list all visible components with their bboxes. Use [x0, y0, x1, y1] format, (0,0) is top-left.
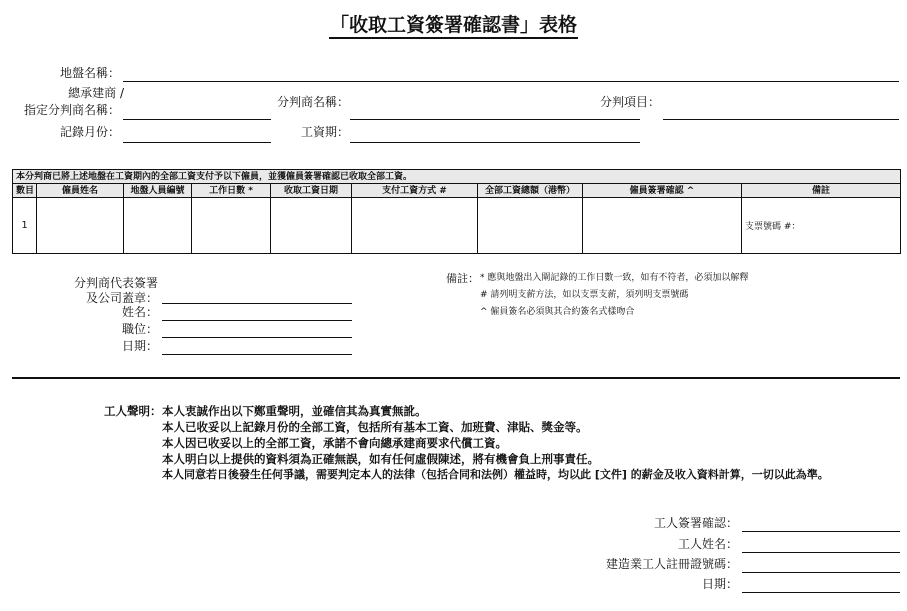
cell-payment-method[interactable]	[352, 198, 478, 254]
main-contractor-field[interactable]	[123, 119, 271, 120]
subcontractor-label: 分判商名稱：	[277, 95, 350, 109]
sub-rep-name-field[interactable]	[162, 320, 352, 321]
col-header-receive-date: 收取工資日期	[271, 184, 352, 198]
declaration-label: 工人聲明：	[104, 404, 162, 418]
sub-rep-date-label: 日期：	[121, 339, 158, 353]
declaration-line-4: 本人明白以上提供的資料須為正確無誤，如有任何虛假陳述，將有機會負上刑事責任。	[162, 452, 599, 466]
sub-rep-sign-label-1: 分判商代表簽署	[73, 276, 158, 290]
col-header-payment-method: 支付工資方式 #	[352, 184, 478, 198]
note-item-3: ^ 僱員簽名必須與其合約簽名式樣吻合	[480, 307, 635, 317]
work-item-label: 分判項目：	[600, 95, 661, 109]
worker-reg-field[interactable]	[742, 572, 900, 573]
worker-sign-label: 工人簽署確認：	[653, 516, 738, 530]
declaration-line-1: 本人衷誠作出以下鄭重聲明，並確信其為真實無訛。	[162, 404, 427, 418]
col-header-remark: 備註	[742, 184, 901, 198]
note-item-2: # 請列明支薪方法，如以支票支薪，須列明支票號碼	[480, 290, 689, 300]
cell-site-id[interactable]	[124, 198, 192, 254]
section-divider	[12, 377, 900, 379]
col-header-total-wage: 全部工資總額（港幣）	[478, 184, 583, 198]
worker-name-field[interactable]	[742, 552, 900, 553]
notes-label: 備註：	[446, 272, 479, 285]
cell-total-wage[interactable]	[478, 198, 583, 254]
work-item-field[interactable]	[663, 119, 899, 120]
table-notice: 本分判商已將上述地盤在工資期內的全部工資支付予以下僱員，並獲僱員簽署確認已收取全部工資。	[13, 170, 901, 184]
declaration-line-2: 本人已收妥以上記錄月份的全部工資，包括所有基本工資、加班費、津貼、獎金等。	[162, 420, 588, 434]
table-header-row	[13, 184, 901, 198]
col-header-number: 數目	[13, 184, 37, 198]
record-month-field[interactable]	[123, 142, 271, 143]
subcontractor-field[interactable]	[350, 119, 640, 120]
row-number: 1	[13, 198, 37, 254]
site-name-label: 地盤名稱：	[59, 66, 120, 80]
col-header-site-id: 地盤人員編號	[124, 184, 192, 198]
cell-work-days[interactable]	[192, 198, 271, 254]
record-month-label: 記錄月份：	[59, 125, 120, 139]
worker-name-label: 工人姓名：	[677, 537, 738, 551]
wage-table	[12, 169, 901, 254]
cell-employee-name[interactable]	[37, 198, 124, 254]
sub-rep-position-field[interactable]	[162, 337, 352, 338]
sub-rep-name-label: 姓名：	[121, 305, 158, 319]
declaration-line-3: 本人因已收妥以上的全部工資，承諾不會向總承建商要求代償工資。	[162, 436, 507, 450]
main-contractor-label-2: 指定分判商名稱：	[23, 103, 120, 117]
table-row	[13, 198, 901, 254]
note-item-1: * 應與地盤出入閘記錄的工作日數一致，如有不符者，必須加以解釋	[480, 273, 749, 283]
main-contractor-label-1: 總承建商 /	[68, 86, 124, 100]
col-header-employee-name: 僱員姓名	[37, 184, 124, 198]
cell-remark[interactable]: 支票號碼 #：	[742, 198, 901, 254]
wage-period-field[interactable]	[350, 142, 640, 143]
table-notice-row	[13, 170, 901, 184]
worker-reg-label: 建造業工人註冊證號碼：	[605, 557, 738, 571]
worker-sign-field[interactable]	[742, 531, 900, 532]
site-name-field[interactable]	[123, 81, 899, 82]
cell-employee-sign[interactable]	[583, 198, 742, 254]
sub-rep-sign-field[interactable]	[162, 303, 352, 304]
form-title: 「收取工資簽署確認書」表格	[0, 10, 907, 37]
cell-receive-date[interactable]	[271, 198, 352, 254]
col-header-employee-sign: 僱員簽署確認 ^	[583, 184, 742, 198]
sub-rep-sign-label-2: 及公司蓋章：	[85, 291, 158, 305]
sub-rep-date-field[interactable]	[162, 354, 352, 355]
declaration-line-5: 本人同意若日後發生任何爭議，需要判定本人的法律（包括合同和法例）權益時，均以此 [文件] 的薪金及收入資料計算，一切以此為準。	[162, 468, 829, 481]
worker-date-field[interactable]	[742, 592, 900, 593]
col-header-work-days: 工作日數 *	[192, 184, 271, 198]
sub-rep-position-label: 職位：	[121, 322, 158, 336]
worker-date-label: 日期：	[701, 577, 738, 591]
wage-period-label: 工資期：	[301, 125, 350, 139]
